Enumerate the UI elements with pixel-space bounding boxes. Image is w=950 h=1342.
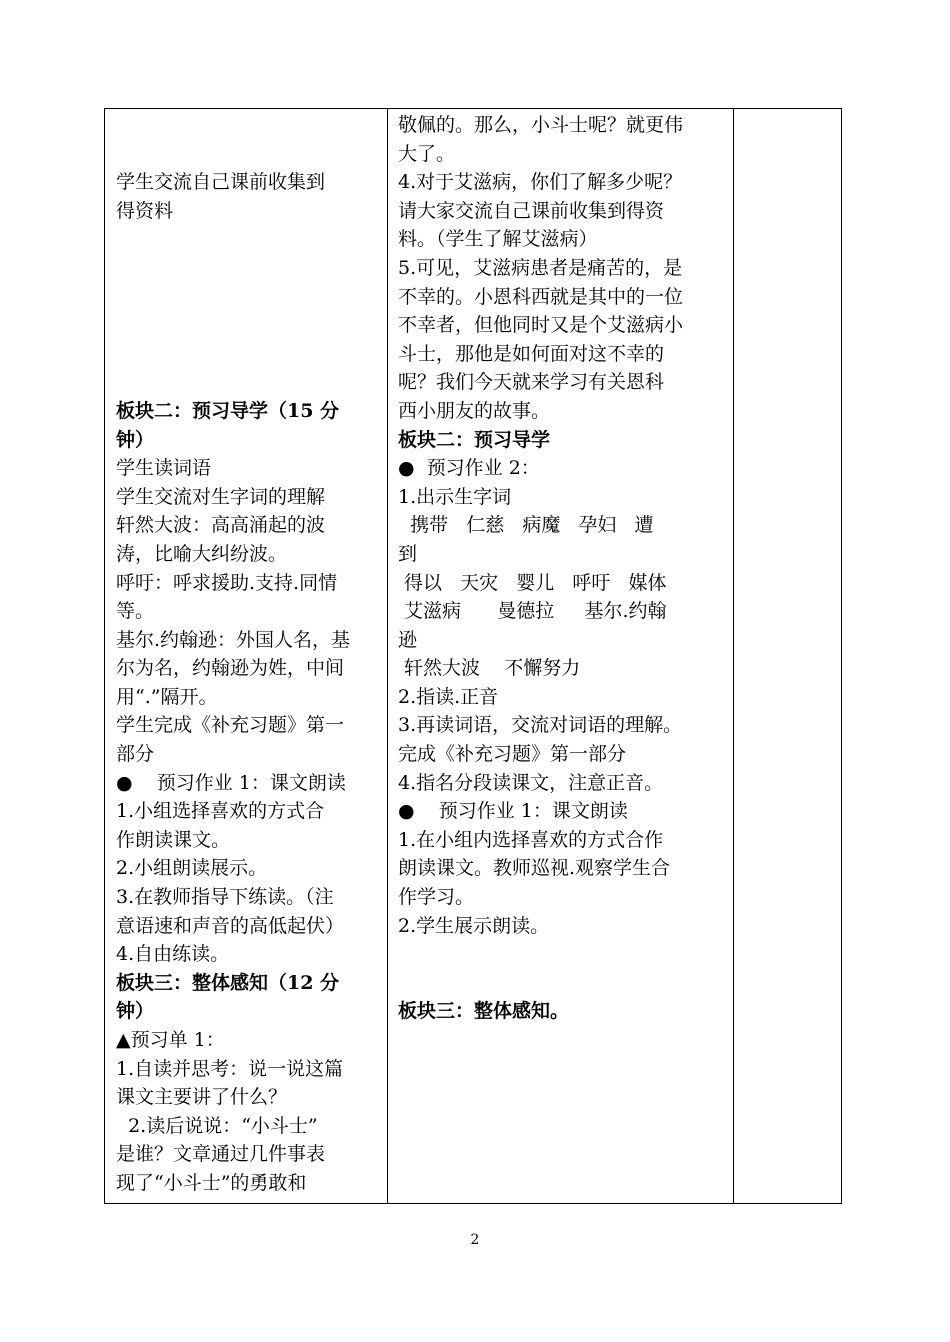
text-line: 5.可见，艾滋病患者是痛苦的，是	[398, 256, 683, 279]
text-line: 西小朋友的故事。	[398, 399, 551, 422]
text-line: 4.指名分段读课文，注意正音。	[398, 771, 664, 794]
text-line: 2.学生展示朗读。	[398, 914, 550, 937]
text-line: 呢？我们今天就来学习有关恩科	[398, 371, 665, 394]
page-number: 2	[470, 1232, 480, 1248]
text-line: 钟）	[116, 428, 155, 451]
text-line: 2.指读.正音	[398, 685, 499, 708]
blank-line	[398, 969, 725, 998]
text-line: ▲预习单 1：	[116, 1029, 225, 1051]
text-line: 1.在小组内选择喜欢的方式合作	[398, 828, 664, 851]
text-line: 尔为名，约翰逊为姓，中间	[116, 657, 345, 680]
text-line: 作朗读课文。	[116, 828, 231, 851]
text-line: 朗读课文。教师巡视.观察学生合	[398, 857, 671, 880]
blank-line	[116, 311, 379, 340]
text-line: 基尔.约翰逊：外国人名，基	[116, 628, 351, 651]
text-line: 用“.”隔开。	[116, 685, 218, 708]
text-line: 学生读词语	[116, 457, 212, 480]
text-line: 料。（学生了解艾滋病）	[398, 228, 598, 251]
text-line: 携带 仁慈 病魔 孕妇 遭	[398, 514, 654, 537]
text-line: 4.自由练读。	[116, 943, 230, 966]
notes-text	[734, 109, 841, 111]
blank-line	[116, 254, 379, 283]
text-line: 课文主要讲了什么？	[116, 1086, 288, 1109]
text-line: 呼吁：呼求援助.支持.同情	[116, 571, 338, 594]
blank-line	[116, 111, 379, 140]
teacher-activity-cell	[388, 109, 734, 1204]
text-line: 等。	[116, 600, 155, 623]
text-line: 1.自读并思考：说一说这篇	[116, 1057, 344, 1080]
table-row	[105, 109, 842, 1204]
text-line: 学生完成《补充习题》第一	[116, 714, 345, 737]
text-line: 4.对于艾滋病，你们了解多少呢？	[398, 171, 683, 194]
text-line: 完成《补充习题》第一部分	[398, 743, 627, 766]
blank-line	[116, 283, 379, 312]
text-line: 学生交流对生字词的理解	[116, 485, 326, 508]
text-line: 板块三：整体感知。	[398, 1000, 570, 1023]
text-line: 不幸的。小恩科西就是其中的一位	[398, 285, 684, 308]
text-line: 作学习。	[398, 886, 475, 909]
teacher-activity-text	[388, 109, 733, 1026]
text-line: 轩然大波：高高涌起的波	[116, 514, 326, 537]
text-line: 到	[398, 542, 418, 565]
text-line: ● 预习作业 1：课文朗读	[398, 800, 628, 823]
text-line: 2.小组朗读展示。	[116, 857, 268, 880]
text-line: 斗士，那他是如何面对这不幸的	[398, 342, 665, 365]
text-line: 涛，比喻大纠纷波。	[116, 542, 288, 565]
text-line: 敬佩的。那么，小斗士呢？就更伟	[398, 114, 684, 136]
text-line: 3.在教师指导下练读。（注	[116, 886, 334, 909]
text-line: ● 预习作业 2：	[398, 457, 540, 480]
text-line: 不幸者，但他同时又是个艾滋病小	[398, 314, 684, 337]
student-activity-cell	[105, 109, 388, 1204]
blank-line	[398, 940, 725, 969]
text-line: 是谁？文章通过几件事表	[116, 1143, 326, 1166]
text-line: 钟）	[116, 1000, 155, 1023]
blank-line	[116, 368, 379, 397]
blank-line	[116, 140, 379, 169]
blank-line	[116, 340, 379, 369]
text-line: 板块二：预习导学	[398, 428, 551, 451]
text-line: 板块二：预习导学（15 分	[116, 399, 340, 422]
notes-cell	[734, 109, 842, 1204]
lesson-plan-table	[104, 108, 842, 1204]
text-line: 大了。	[398, 142, 456, 165]
text-line: 得以 天灾 婴儿 呼吁 媒体	[398, 571, 667, 594]
text-line: 现了“小斗士”的勇敢和	[116, 1171, 307, 1194]
text-line: 部分	[116, 743, 155, 766]
text-line: 学生交流自己课前收集到	[116, 171, 326, 194]
text-line: 2.读后说说：“小斗士”	[116, 1114, 318, 1137]
text-line: 意语速和声音的高低起伏）	[116, 914, 345, 937]
text-line: 得资料	[116, 199, 174, 222]
text-line: 艾滋病 曼德拉 基尔.约翰	[398, 600, 667, 623]
student-activity-text	[105, 109, 387, 1198]
text-line: 逊	[398, 628, 418, 651]
text-line: 1.小组选择喜欢的方式合	[116, 800, 325, 823]
text-line: 板块三：整体感知（12 分	[116, 971, 340, 994]
text-line: 请大家交流自己课前收集到得资	[398, 199, 665, 222]
text-line: 轩然大波 不懈努力	[398, 657, 581, 680]
text-line: 1.出示生字词	[398, 485, 512, 508]
text-line: 3.再读词语，交流对词语的理解。	[398, 714, 683, 737]
blank-line	[116, 225, 379, 254]
text-line: ● 预习作业 1：课文朗读	[116, 771, 346, 794]
